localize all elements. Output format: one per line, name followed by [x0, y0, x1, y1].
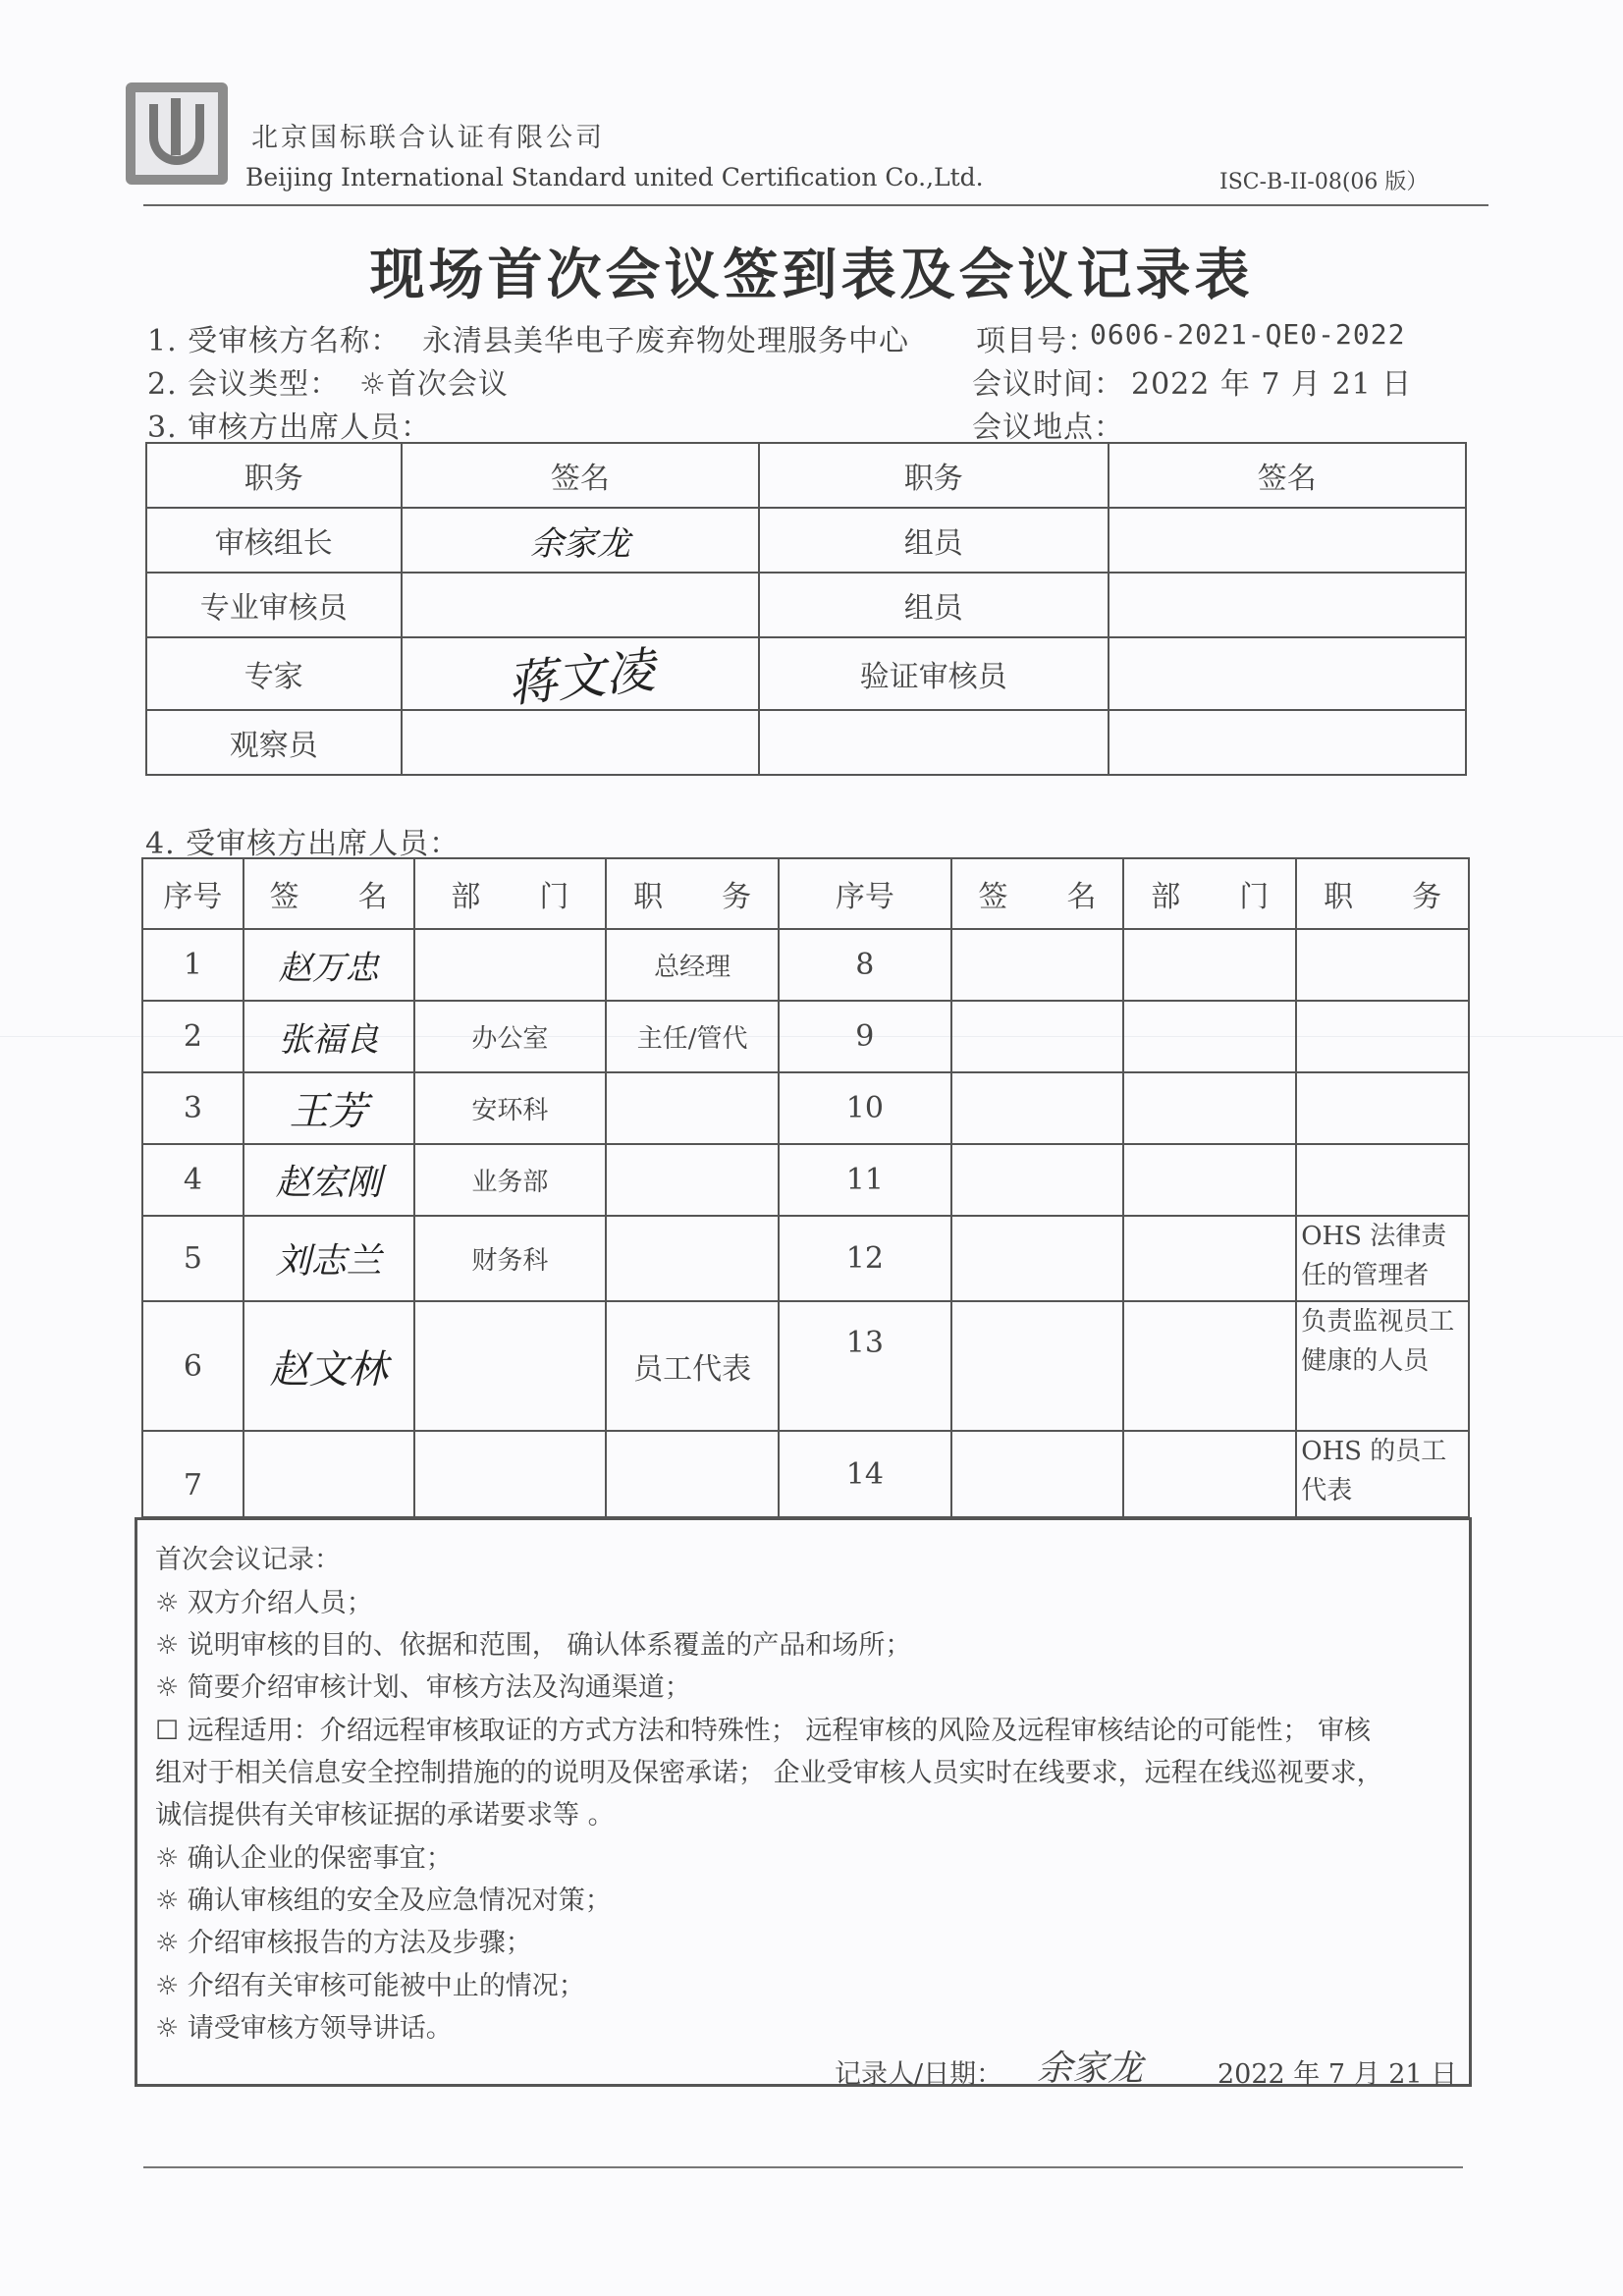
signature-cell	[951, 1431, 1124, 1517]
signature-cell	[1109, 710, 1466, 775]
header-cell: 部 门	[1123, 858, 1296, 929]
signature-cell	[951, 1144, 1124, 1216]
meeting-place-label: 会议地点：	[972, 410, 1124, 445]
signature-cell	[951, 1072, 1124, 1144]
table-header-row	[146, 443, 1466, 508]
role-cell: OHS 的员工代表	[1296, 1431, 1469, 1517]
meeting-record-box	[135, 1517, 1472, 2090]
number-cell: 13	[779, 1301, 951, 1431]
role-cell: 专家	[146, 637, 402, 710]
role-cell: 组员	[759, 508, 1108, 573]
recorder-label: 记录人/日期：	[835, 2059, 1003, 2090]
header-cell: 职 务	[1296, 858, 1469, 929]
signature-cell	[243, 1431, 414, 1517]
meeting-type-label: 2. 会议类型：	[147, 367, 341, 402]
header-cell: 签名	[402, 443, 759, 508]
signature-cell: 蒋文凌	[399, 619, 762, 729]
signature-cell: 余家龙	[402, 508, 759, 573]
auditor-table	[145, 442, 1467, 776]
role-cell: 验证审核员	[759, 637, 1108, 710]
department-cell	[1123, 1144, 1296, 1216]
department-cell	[1123, 1072, 1296, 1144]
signature-cell	[951, 1216, 1124, 1301]
number-cell: 11	[779, 1144, 951, 1216]
record-item: ☼ 确认审核组的安全及应急情况对策；	[155, 1886, 612, 1916]
table-row	[146, 508, 1466, 573]
role-cell: 负责监视员工健康的人员	[1296, 1301, 1469, 1431]
header-divider	[143, 204, 1488, 206]
role-cell: 专业审核员	[146, 573, 402, 637]
number-cell: 2	[142, 1001, 243, 1072]
project-label: 项目号：	[976, 324, 1098, 358]
table-row	[142, 1431, 1469, 1517]
role-cell	[606, 1431, 779, 1517]
record-item: ☼ 请受审核方领导讲话。	[155, 2013, 453, 2044]
number-cell: 5	[142, 1216, 243, 1301]
record-item: ☼ 介绍审核报告的方法及步骤；	[155, 1928, 532, 1958]
department-cell	[1123, 1001, 1296, 1072]
department-cell	[414, 1301, 607, 1431]
table-row	[142, 1301, 1469, 1431]
record-item: ☐ 远程适用：介绍远程审核取证的方式方法和特殊性； 远程审核的风险及远程审核结论的可能性； 审核	[155, 1716, 1371, 1746]
company-name-en: Beijing International Standard united Certification Co.,Ltd.	[245, 163, 984, 191]
auditee-attendees-label: 4. 受审核方出席人员：	[145, 827, 460, 861]
role-cell: 总经理	[606, 929, 779, 1001]
form-code: ISC-B-II-08(06 版）	[1219, 170, 1429, 194]
number-cell: 1	[142, 929, 243, 1001]
auditor-attendees-label: 3. 审核方出席人员：	[147, 410, 432, 445]
header-cell: 签 名	[951, 858, 1124, 929]
role-cell	[759, 710, 1108, 775]
role-cell	[606, 1072, 779, 1144]
table-row	[142, 929, 1469, 1001]
signature-cell	[1109, 573, 1466, 637]
role-cell: 员工代表	[606, 1301, 779, 1431]
company-logo	[126, 82, 228, 185]
role-cell	[1296, 929, 1469, 1001]
department-cell	[1123, 1216, 1296, 1301]
role-cell: 主任/管代	[606, 1001, 779, 1072]
record-item: 组对于相关信息安全控制措施的的说明及保密承诺； 企业受审核人员实时在线要求，远程在线巡视要求，	[155, 1758, 1383, 1788]
signature-cell: 赵文林	[243, 1301, 414, 1431]
number-cell: 7	[142, 1431, 243, 1517]
table-row	[142, 1001, 1469, 1072]
record-item: ☼ 双方介绍人员；	[155, 1588, 373, 1618]
header-cell: 序号	[142, 858, 243, 929]
header-cell: 签 名	[243, 858, 414, 929]
recorder-signature: 余家龙	[1037, 2049, 1144, 2089]
table-row	[146, 573, 1466, 637]
header-cell: 职 务	[606, 858, 779, 929]
number-cell: 9	[779, 1001, 951, 1072]
signature-cell: 张福良	[243, 1001, 414, 1072]
table-header-row	[142, 858, 1469, 929]
logo-bar-icon	[171, 98, 181, 155]
table-row	[146, 710, 1466, 775]
signature-cell	[1109, 508, 1466, 573]
role-cell: 观察员	[146, 710, 402, 775]
department-cell	[414, 929, 607, 1001]
signature-cell	[951, 1301, 1124, 1431]
header-cell: 职务	[146, 443, 402, 508]
record-item: ☼ 确认企业的保密事宜；	[155, 1843, 453, 1874]
table-row	[146, 637, 1466, 710]
role-cell	[1296, 1001, 1469, 1072]
header-cell: 序号	[779, 858, 951, 929]
header-cell: 签名	[1109, 443, 1466, 508]
number-cell: 8	[779, 929, 951, 1001]
department-cell	[1123, 929, 1296, 1001]
signature-cell	[951, 929, 1124, 1001]
signature-cell: 赵宏刚	[243, 1144, 414, 1216]
auditee-label: 1. 受审核方名称：	[147, 324, 402, 358]
department-cell	[1123, 1301, 1296, 1431]
header-cell: 职务	[759, 443, 1108, 508]
attendee-table	[141, 857, 1470, 1518]
signature-cell: 刘志兰	[243, 1216, 414, 1301]
department-cell: 财务科	[414, 1216, 607, 1301]
role-cell	[606, 1144, 779, 1216]
record-item: ☼ 介绍有关审核可能被中止的情况；	[155, 1971, 585, 2001]
recorder-date: 2022 年 7 月 21 日	[1217, 2059, 1458, 2090]
meeting-type-value: ☼首次会议	[359, 367, 509, 402]
auditee-value: 永清县美华电子废弃物处理服务中心	[422, 324, 909, 358]
number-cell: 14	[779, 1431, 951, 1517]
role-cell	[1296, 1072, 1469, 1144]
role-cell: 组员	[759, 573, 1108, 637]
meeting-time-value: 2022 年 7 月 21 日	[1131, 367, 1413, 402]
department-cell: 业务部	[414, 1144, 607, 1216]
table-row	[142, 1072, 1469, 1144]
role-cell	[1296, 1144, 1469, 1216]
record-item: 诚信提供有关审核证据的承诺要求等 。	[155, 1800, 615, 1831]
department-cell: 办公室	[414, 1001, 607, 1072]
project-value: 0606-2021-QE0-2022	[1090, 318, 1406, 351]
table-row	[142, 1216, 1469, 1301]
number-cell: 4	[142, 1144, 243, 1216]
record-item: ☼ 说明审核的目的、依据和范围， 确认体系覆盖的产品和场所；	[155, 1630, 912, 1661]
department-cell	[1123, 1431, 1296, 1517]
table-row	[142, 1144, 1469, 1216]
role-cell: OHS 法律责任的管理者	[1296, 1216, 1469, 1301]
number-cell: 3	[142, 1072, 243, 1144]
role-cell	[606, 1216, 779, 1301]
role-cell: 审核组长	[146, 508, 402, 573]
signature-cell: 赵万忠	[243, 929, 414, 1001]
signature-cell	[1109, 637, 1466, 710]
meeting-time-label: 会议时间：	[972, 367, 1124, 402]
company-name-cn: 北京国标联合认证有限公司	[251, 123, 605, 153]
signature-cell	[951, 1001, 1124, 1072]
number-cell: 12	[779, 1216, 951, 1301]
department-cell	[414, 1431, 607, 1517]
header-cell: 部 门	[414, 858, 607, 929]
department-cell: 安环科	[414, 1072, 607, 1144]
signature-cell: 王芳	[243, 1072, 414, 1144]
number-cell: 10	[779, 1072, 951, 1144]
document-title: 现场首次会议签到表及会议记录表	[369, 243, 1254, 307]
footer-divider	[143, 2166, 1463, 2168]
record-title: 首次会议记录：	[155, 1545, 341, 1575]
number-cell: 6	[142, 1301, 243, 1431]
record-item: ☼ 简要介绍审核计划、审核方法及沟通渠道；	[155, 1672, 691, 1703]
